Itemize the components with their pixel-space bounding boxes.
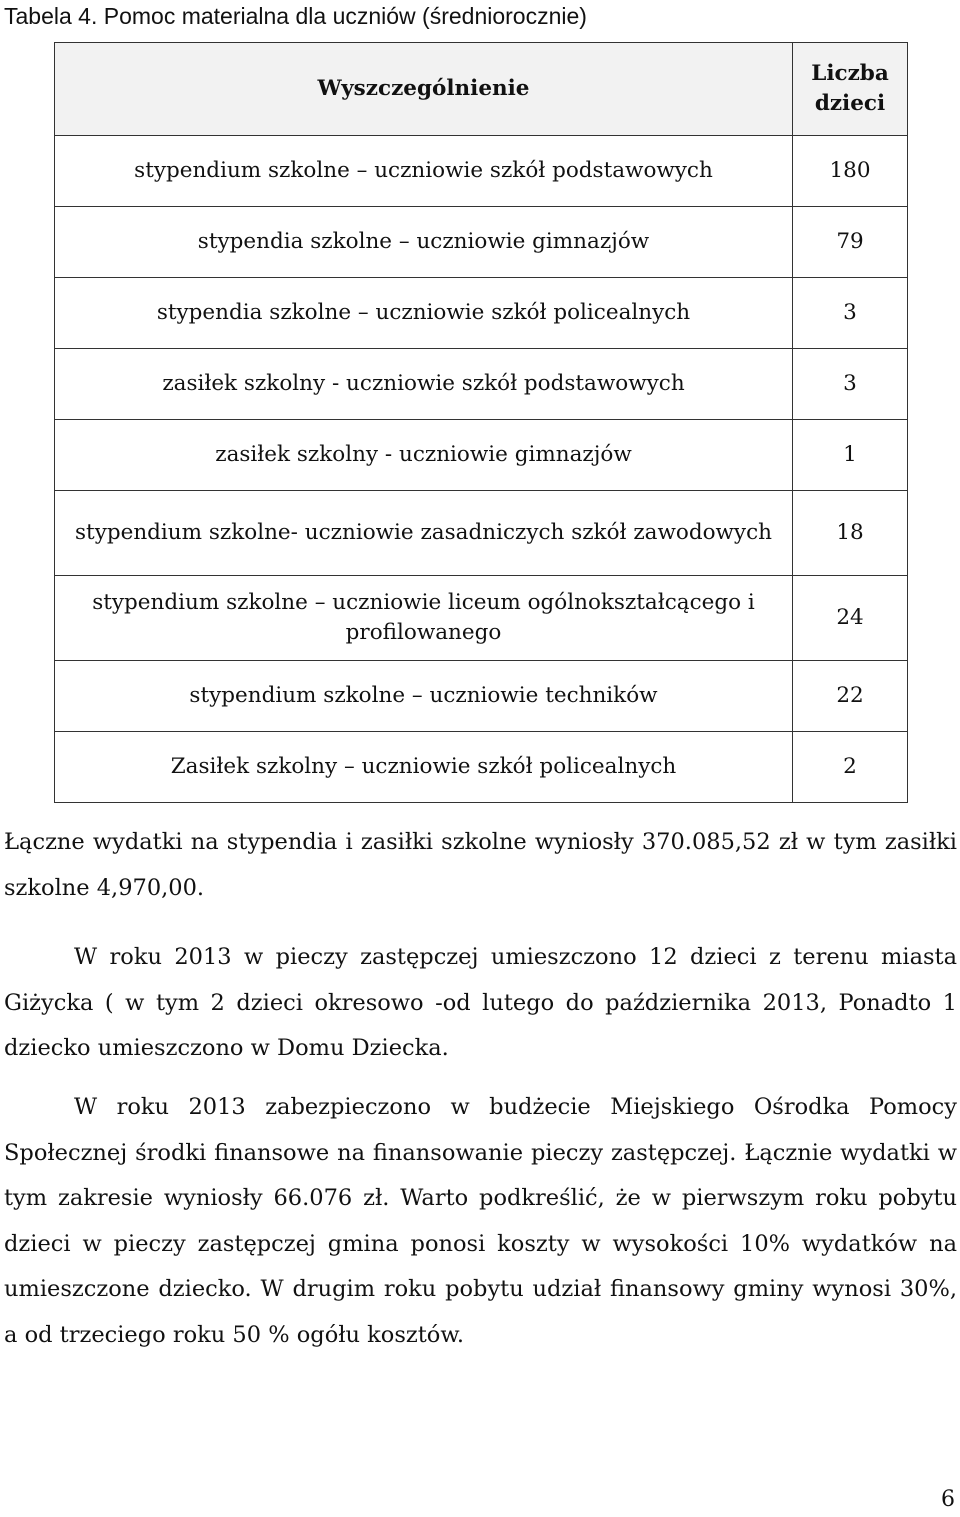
row-value: 79 (793, 207, 908, 278)
row-label: stypendium szkolne – uczniowie szkół podstawowych (55, 136, 793, 207)
table-row (55, 576, 908, 661)
row-value: 3 (793, 349, 908, 420)
table-row (55, 136, 908, 207)
table-row (55, 278, 908, 349)
row-label: stypendium szkolne – uczniowie liceum ogólnokształcącego i profilowanego (55, 576, 793, 661)
table-row (55, 491, 908, 576)
table-row (55, 207, 908, 278)
row-value: 2 (793, 732, 908, 803)
row-label: stypendium szkolne- uczniowie zasadniczych szkół zawodowych (55, 491, 793, 576)
row-value: 24 (793, 576, 908, 661)
row-label: stypendium szkolne – uczniowie techników (55, 661, 793, 732)
paragraph-foster-care-budget: W roku 2013 zabezpieczono w budżecie Miejskiego Ośrodka Pomocy Społecznej środki finansowe na finansowanie pieczy zastępczej. Łącznie wydatki w tym zakresie wyniosły 66.076 zł. Warto podkreślić, że w pierwszym roku pobytu dzieci w pieczy zastępczej gmina ponosi koszty w wysokości 10% wydatków na umieszczone dziecko. W drugim roku pobytu udział finansowy gminy wynosi 30%, a od trzeciego roku 50 % ogółu kosztów. (4, 1094, 957, 1348)
paragraph-foster-care-placement: W roku 2013 w pieczy zastępczej umieszczono 12 dzieci z terenu miasta Giżycka ( w tym 2 dzieci okresowo -od lutego do października 2013, Ponadto 1 dziecko umieszczono w Domu Dziecka. (4, 944, 957, 1062)
row-value: 180 (793, 136, 908, 207)
paragraph-total-expenses: Łączne wydatki na stypendia i zasiłki szkolne wyniosły 370.085,52 zł w tym zasiłki szkolne 4,970,00. (4, 829, 957, 901)
row-value: 3 (793, 278, 908, 349)
table-row (55, 661, 908, 732)
row-label: zasiłek szkolny - uczniowie szkół podstawowych (55, 349, 793, 420)
header-specification: Wyszczególnienie (55, 43, 793, 136)
row-label: zasiłek szkolny - uczniowie gimnazjów (55, 420, 793, 491)
row-label: stypendia szkolne – uczniowie gimnazjów (55, 207, 793, 278)
table-row (55, 732, 908, 803)
student-aid-table (54, 42, 908, 803)
page-number: 6 (941, 1487, 955, 1512)
row-value: 18 (793, 491, 908, 576)
table-row (55, 349, 908, 420)
row-value: 1 (793, 420, 908, 491)
table-header-row (55, 43, 908, 136)
row-label: Zasiłek szkolny – uczniowie szkół policealnych (55, 732, 793, 803)
table-caption: Tabela 4. Pomoc materialna dla uczniów (średniorocznie) (4, 3, 587, 29)
table-row (55, 420, 908, 491)
row-value: 22 (793, 661, 908, 732)
row-label: stypendia szkolne – uczniowie szkół policealnych (55, 278, 793, 349)
header-children-count: Liczba dzieci (793, 43, 908, 136)
